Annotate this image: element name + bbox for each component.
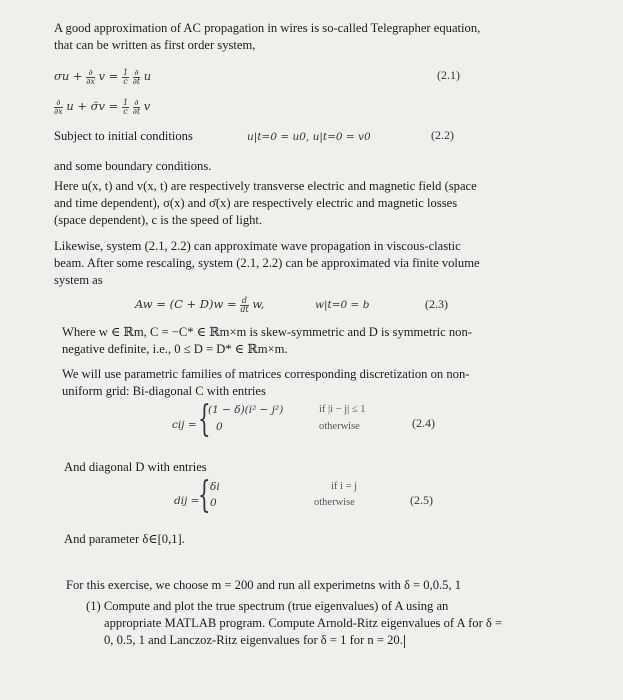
equation-2-3-initial: w|t=0 = b — [315, 299, 370, 311]
initial-conditions-expression: u|t=0 = u0, u|t=0 = v0 — [247, 131, 371, 143]
equation-number-2-1: (2.1) — [437, 68, 460, 82]
equation-2-5-condition-2: otherwise — [314, 497, 355, 508]
initial-conditions-label: Subject to initial conditions — [54, 129, 193, 143]
para1-line-3: and time dependent), σ(x) and σ̄(x) are respectively electric and magnetic losses — [54, 196, 458, 210]
para1-line-2: Here u(x, t) and v(x, t) are respectively transverse electric and magnetic field (space — [54, 179, 477, 193]
equation-2-5-case-1: δi — [210, 481, 220, 493]
para2-line-3: system as — [54, 273, 103, 287]
equation-2-5-condition-1: if i = j — [331, 481, 358, 492]
parameter-label: And parameter δ∈[0,1]. — [64, 532, 185, 546]
para1-line-4: (space dependent), c is the speed of light. — [54, 213, 263, 227]
para4-line-2: uniform grid: Bi-diagonal C with entries — [62, 384, 266, 398]
equation-2-1-line-1: σu + $\frac{\partial}{\partial x}$ v = $\frac{1}{c}$ $\frac{\partial}{\partial t}$ u — [54, 67, 152, 86]
equation-2-3: Aw = (C + D)w = $\frac{d}{dt}$ w, — [135, 295, 265, 314]
intro-line-2: that can be written as first order system, — [54, 38, 256, 52]
para4-line-1: We will use parametric families of matrices corresponding discretization on non- — [62, 367, 470, 381]
equation-2-1-line-2: $\frac{\partial}{\partial x}$ u + σ̄v = $\frac{1}{c}$ $\frac{\partial}{\partial t}$ v — [54, 97, 151, 116]
para1-line-1: and some boundary conditions. — [54, 159, 212, 173]
equation-2-4-lhs: cij = — [172, 419, 197, 431]
diagonal-label: And diagonal D with entries — [64, 460, 207, 474]
equation-number-2-2: (2.2) — [431, 128, 454, 142]
equation-number-2-4: (2.4) — [412, 416, 435, 430]
left-brace-icon: { — [198, 475, 211, 516]
exercise-item-1-line-2: appropriate MATLAB program. Compute Arnold-Ritz eigenvalues of A for δ = — [104, 616, 503, 630]
intro-line-1: A good approximation of AC propagation in wires is so-called Telegrapher equation, — [54, 21, 481, 35]
exercise-item-1-line-3: 0, 0.5, 1 and Lanczoz-Ritz eigenvalues for δ = 1 for n = 20. — [104, 633, 403, 647]
text-cursor — [404, 635, 405, 648]
para2-line-1: Likewise, system (2.1, 2.2) can approximate wave propagation in viscous-clastic — [54, 239, 461, 253]
para2-line-2: beam. After some rescaling, system (2.1, 2.2) can be approximated via finite volume — [54, 256, 480, 270]
para3-line-2: negative definite, i.e., 0 ≤ D = D* ∈ ℝm×m. — [62, 342, 288, 356]
equation-2-4-case-1: (1 − δ)(i² − j²) — [208, 404, 284, 416]
equation-2-5-case-2: 0 — [210, 497, 217, 509]
equation-number-2-3: (2.3) — [425, 297, 448, 311]
para3-line-1: Where w ∈ ℝm, C = −C* ∈ ℝm×m is skew-symmetric and D is symmetric non- — [62, 325, 472, 339]
exercise-item-1-line-1: (1) Compute and plot the true spectrum (true eigenvalues) of A using an — [86, 599, 449, 613]
exercise-intro: For this exercise, we choose m = 200 and run all experimetns with δ = 0,0.5, 1 — [66, 578, 462, 592]
equation-2-5-lhs: dij = — [174, 495, 200, 507]
equation-2-4-condition-1: if |i − j| ≤ 1 — [319, 404, 366, 415]
equation-2-4-condition-2: otherwise — [319, 421, 360, 432]
left-brace-icon: { — [198, 399, 211, 440]
equation-2-4-case-2: 0 — [216, 421, 223, 433]
equation-number-2-5: (2.5) — [410, 493, 433, 507]
